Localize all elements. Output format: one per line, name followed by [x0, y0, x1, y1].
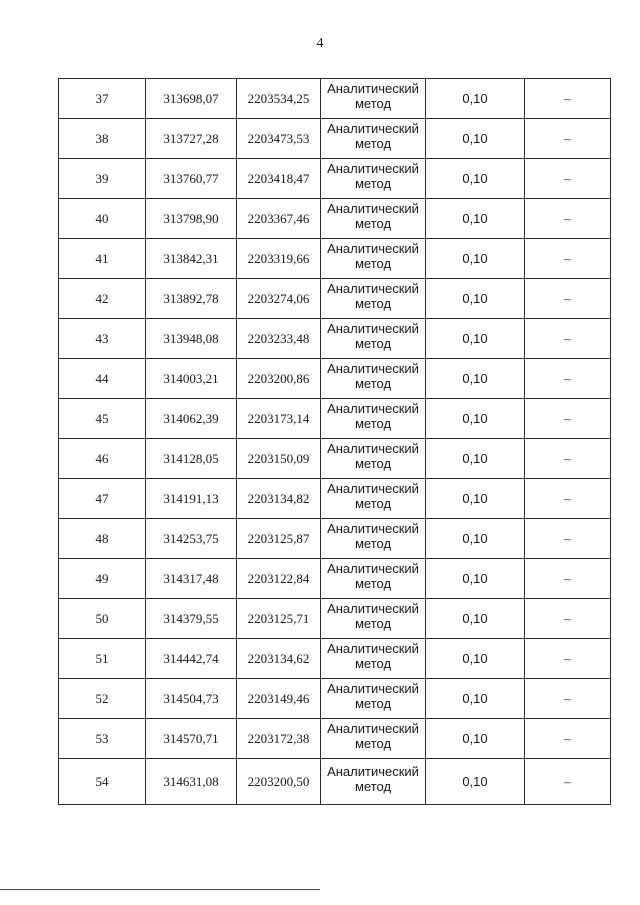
method-text: Аналитический метод: [327, 600, 419, 631]
coordinate-y-cell: 2203233,48: [237, 319, 321, 359]
accuracy-cell: 0,10: [426, 719, 525, 759]
method-cell: [321, 719, 426, 759]
point-number-cell: 45: [59, 399, 146, 439]
coordinate-y-cell: 2203319,66: [237, 239, 321, 279]
note-cell: –: [525, 399, 611, 439]
note-cell: –: [525, 319, 611, 359]
coordinate-x-cell: 313698,07: [146, 79, 237, 119]
note-cell: –: [525, 639, 611, 679]
point-number-cell: 42: [59, 279, 146, 319]
coordinate-x-cell: 314317,48: [146, 559, 237, 599]
accuracy-cell: 0,10: [426, 239, 525, 279]
method-cell: [321, 359, 426, 399]
point-number-cell: 46: [59, 439, 146, 479]
coordinate-y-cell: 2203122,84: [237, 559, 321, 599]
coordinate-x-cell: 314003,21: [146, 359, 237, 399]
point-number-cell: 39: [59, 159, 146, 199]
table-row: [59, 599, 611, 639]
table-row: [59, 159, 611, 199]
table-row: [59, 239, 611, 279]
note-cell: –: [525, 759, 611, 805]
table-row: [59, 359, 611, 399]
method-cell: [321, 159, 426, 199]
note-cell: –: [525, 559, 611, 599]
method-cell: [321, 759, 426, 805]
note-cell: –: [525, 159, 611, 199]
point-number-cell: 44: [59, 359, 146, 399]
point-number-cell: 54: [59, 759, 146, 805]
method-cell: [321, 679, 426, 719]
coordinate-y-cell: 2203134,62: [237, 639, 321, 679]
coordinate-y-cell: 2203200,86: [237, 359, 321, 399]
table-row: [59, 79, 611, 119]
note-cell: –: [525, 599, 611, 639]
coordinate-y-cell: 2203134,82: [237, 479, 321, 519]
table-row: [59, 639, 611, 679]
accuracy-cell: 0,10: [426, 519, 525, 559]
table-row: [59, 399, 611, 439]
coordinate-x-cell: 313892,78: [146, 279, 237, 319]
method-text: Аналитический метод: [327, 360, 419, 391]
note-cell: –: [525, 199, 611, 239]
table-row: [59, 199, 611, 239]
page-number: 4: [316, 36, 324, 51]
coordinate-y-cell: 2203534,25: [237, 79, 321, 119]
accuracy-cell: 0,10: [426, 559, 525, 599]
point-number-cell: 51: [59, 639, 146, 679]
coordinate-x-cell: 314062,39: [146, 399, 237, 439]
table-row: [59, 519, 611, 559]
table-row: [59, 279, 611, 319]
method-cell: [321, 279, 426, 319]
method-text: Аналитический метод: [327, 480, 419, 511]
method-cell: [321, 319, 426, 359]
table-body: [59, 79, 611, 805]
accuracy-cell: 0,10: [426, 679, 525, 719]
table-row: [59, 759, 611, 805]
coordinate-x-cell: 313727,28: [146, 119, 237, 159]
point-number-cell: 47: [59, 479, 146, 519]
coordinate-y-cell: 2203125,87: [237, 519, 321, 559]
method-cell: [321, 599, 426, 639]
coordinate-x-cell: 314570,71: [146, 719, 237, 759]
coordinate-y-cell: 2203150,09: [237, 439, 321, 479]
point-number-cell: 50: [59, 599, 146, 639]
point-number-cell: 53: [59, 719, 146, 759]
point-number-cell: 52: [59, 679, 146, 719]
accuracy-cell: 0,10: [426, 199, 525, 239]
method-cell: [321, 239, 426, 279]
point-number-cell: 38: [59, 119, 146, 159]
point-number-cell: 41: [59, 239, 146, 279]
note-cell: –: [525, 439, 611, 479]
coordinate-x-cell: 314128,05: [146, 439, 237, 479]
accuracy-cell: 0,10: [426, 439, 525, 479]
method-text: Аналитический метод: [327, 160, 419, 191]
table-row: [59, 319, 611, 359]
coordinate-y-cell: 2203367,46: [237, 199, 321, 239]
coordinate-y-cell: 2203173,14: [237, 399, 321, 439]
coordinate-y-cell: 2203172,38: [237, 719, 321, 759]
coordinate-x-cell: 314631,08: [146, 759, 237, 805]
method-text: Аналитический метод: [327, 520, 419, 551]
method-cell: [321, 119, 426, 159]
note-cell: –: [525, 479, 611, 519]
note-cell: –: [525, 719, 611, 759]
point-number-cell: 37: [59, 79, 146, 119]
method-text: Аналитический метод: [327, 200, 419, 231]
coordinate-x-cell: 313760,77: [146, 159, 237, 199]
accuracy-cell: 0,10: [426, 479, 525, 519]
table-row: [59, 559, 611, 599]
method-text: Аналитический метод: [327, 640, 419, 671]
method-text: Аналитический метод: [327, 720, 419, 751]
accuracy-cell: 0,10: [426, 79, 525, 119]
note-cell: –: [525, 679, 611, 719]
table-row: [59, 719, 611, 759]
coordinate-x-cell: 314253,75: [146, 519, 237, 559]
method-cell: [321, 479, 426, 519]
note-cell: –: [525, 359, 611, 399]
method-cell: [321, 399, 426, 439]
note-cell: –: [525, 239, 611, 279]
accuracy-cell: 0,10: [426, 759, 525, 805]
coordinate-x-cell: 314504,73: [146, 679, 237, 719]
note-cell: –: [525, 119, 611, 159]
accuracy-cell: 0,10: [426, 319, 525, 359]
method-text: Аналитический метод: [327, 400, 419, 431]
note-cell: –: [525, 79, 611, 119]
coordinate-x-cell: 313948,08: [146, 319, 237, 359]
accuracy-cell: 0,10: [426, 639, 525, 679]
coordinate-y-cell: 2203473,53: [237, 119, 321, 159]
point-number-cell: 49: [59, 559, 146, 599]
table-row: [59, 439, 611, 479]
accuracy-cell: 0,10: [426, 119, 525, 159]
note-cell: –: [525, 279, 611, 319]
accuracy-cell: 0,10: [426, 599, 525, 639]
point-number-cell: 48: [59, 519, 146, 559]
accuracy-cell: 0,10: [426, 279, 525, 319]
accuracy-cell: 0,10: [426, 399, 525, 439]
coordinate-x-cell: 314191,13: [146, 479, 237, 519]
coordinate-x-cell: 313842,31: [146, 239, 237, 279]
coordinate-x-cell: 313798,90: [146, 199, 237, 239]
table-row: [59, 479, 611, 519]
coordinate-y-cell: 2203125,71: [237, 599, 321, 639]
method-cell: [321, 519, 426, 559]
method-cell: [321, 439, 426, 479]
method-cell: [321, 199, 426, 239]
method-text: Аналитический метод: [327, 680, 419, 711]
point-number-cell: 40: [59, 199, 146, 239]
method-text: Аналитический метод: [327, 240, 419, 271]
table-row: [59, 679, 611, 719]
method-text: Аналитический метод: [327, 80, 419, 111]
accuracy-cell: 0,10: [426, 359, 525, 399]
method-text: Аналитический метод: [327, 280, 419, 311]
method-text: Аналитический метод: [327, 560, 419, 591]
table-row: [59, 119, 611, 159]
method-cell: [321, 639, 426, 679]
accuracy-cell: 0,10: [426, 159, 525, 199]
coordinate-y-cell: 2203418,47: [237, 159, 321, 199]
coordinate-y-cell: 2203149,46: [237, 679, 321, 719]
bottom-rule: [0, 889, 320, 890]
coordinate-x-cell: 314379,55: [146, 599, 237, 639]
coordinate-y-cell: 2203274,06: [237, 279, 321, 319]
coordinate-x-cell: 314442,74: [146, 639, 237, 679]
method-text: Аналитический метод: [327, 320, 419, 351]
method-cell: [321, 79, 426, 119]
method-cell: [321, 559, 426, 599]
method-text: Аналитический метод: [327, 763, 419, 794]
note-cell: –: [525, 519, 611, 559]
coordinates-table: [58, 78, 611, 805]
point-number-cell: 43: [59, 319, 146, 359]
coordinate-y-cell: 2203200,50: [237, 759, 321, 805]
method-text: Аналитический метод: [327, 440, 419, 471]
method-text: Аналитический метод: [327, 120, 419, 151]
